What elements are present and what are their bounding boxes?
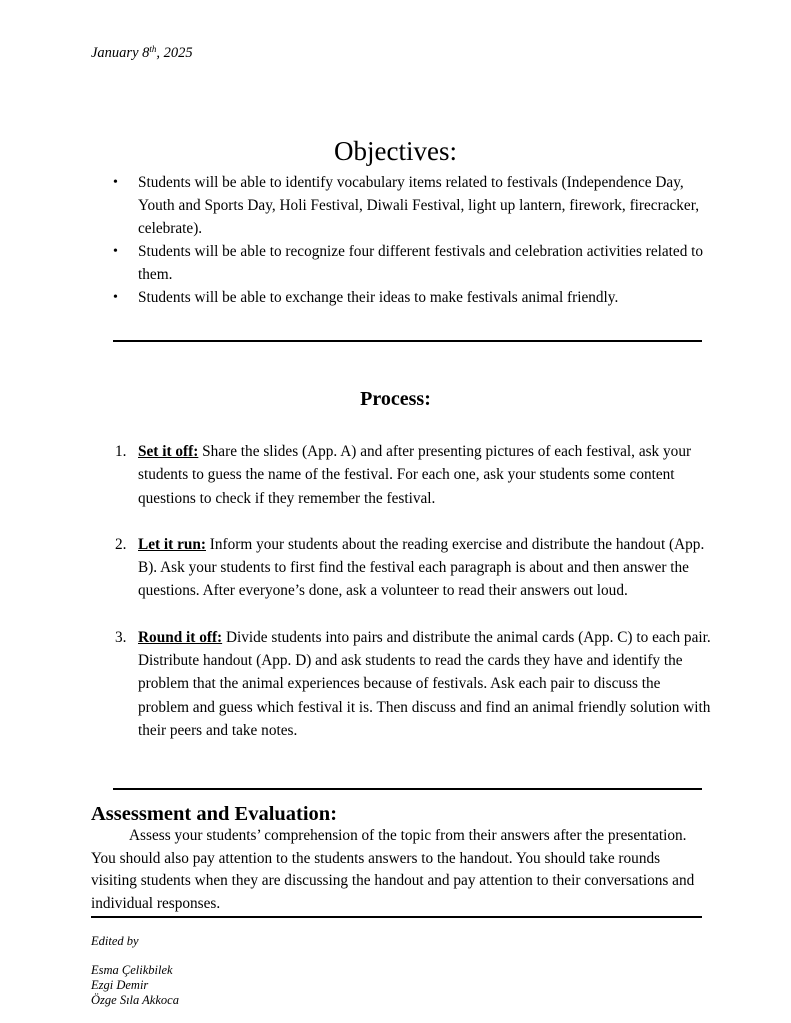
objective-text: Students will be able to recognize four different festivals and celebration activities related to them. bbox=[138, 243, 704, 283]
step-text: Share the slides (App. A) and after presenting pictures of each festival, ask your students to guess the name of the festival. For each one, ask your students some content questions to check if they remember the festival. bbox=[138, 443, 692, 507]
date-month-day: January 8 bbox=[91, 45, 150, 61]
process-heading: Process: bbox=[360, 388, 431, 410]
objective-item bbox=[113, 240, 713, 286]
assessment-body: Assess your students’ comprehension of the topic from their answers after the presentation. You should also pay attention to the students answers to the handout. You should take rounds visiting students when they are discussing the handout and pay attention to their conversations and individual responses. bbox=[91, 827, 695, 912]
step-number: 2. bbox=[115, 535, 127, 553]
editor-name: Ezgi Demir bbox=[91, 978, 149, 992]
objective-text: Students will be able to identify vocabulary items related to festivals (Independence Day, Youth and Sports Day, Holi Festival, Diwali Festival, light up lantern, firework, firecracker, celebrate). bbox=[138, 174, 700, 237]
objective-text: Students will be able to exchange their ideas to make festivals animal friendly. bbox=[138, 289, 619, 306]
date-year: , 2025 bbox=[156, 45, 193, 61]
bullet-icon: • bbox=[113, 290, 118, 305]
step-lead: Set it off: bbox=[138, 443, 199, 460]
process-steps-list bbox=[113, 440, 713, 765]
objective-item bbox=[113, 171, 713, 240]
step-text: Divide students into pairs and distribute the animal cards (App. C) to each pair. Distribute handout (App. D) and ask students to read the cards they have and identify the problem that the animal experiences because of festivals. Ask each pair to discuss the problem and guess which festival it is. Then discuss and find an animal friendly solution with their peers and take notes. bbox=[138, 628, 711, 739]
bullet-icon: • bbox=[113, 175, 118, 190]
editors-list bbox=[91, 963, 179, 1008]
section-divider bbox=[113, 788, 702, 790]
bullet-icon: • bbox=[113, 244, 118, 259]
step-text: Inform your students about the reading exercise and distribute the handout (App. B). Ask your students to first find the festival each paragraph is about and then answer the questions. After everyone’s done, ask a volunteer to read their answers out loud. bbox=[138, 535, 705, 600]
footer-divider bbox=[91, 916, 702, 918]
editor-name: Özge Sıla Akkoca bbox=[91, 993, 179, 1007]
objectives-heading: Objectives: bbox=[334, 136, 457, 166]
edited-by-label: Edited by bbox=[91, 934, 139, 948]
process-step bbox=[113, 440, 713, 510]
document-date bbox=[91, 45, 193, 62]
step-number: 1. bbox=[115, 443, 127, 460]
editor-name: Esma Çelikbilek bbox=[91, 963, 173, 977]
date-ordinal-suffix: th bbox=[149, 44, 157, 54]
process-step bbox=[113, 533, 713, 603]
step-lead: Let it run: bbox=[138, 535, 206, 553]
step-lead: Round it off: bbox=[138, 628, 223, 646]
assessment-heading: Assessment and Evaluation: bbox=[91, 803, 338, 825]
process-step bbox=[113, 626, 713, 742]
section-divider bbox=[113, 340, 702, 342]
step-number: 3. bbox=[115, 628, 127, 646]
objectives-list bbox=[113, 171, 713, 309]
objective-item bbox=[113, 286, 713, 309]
